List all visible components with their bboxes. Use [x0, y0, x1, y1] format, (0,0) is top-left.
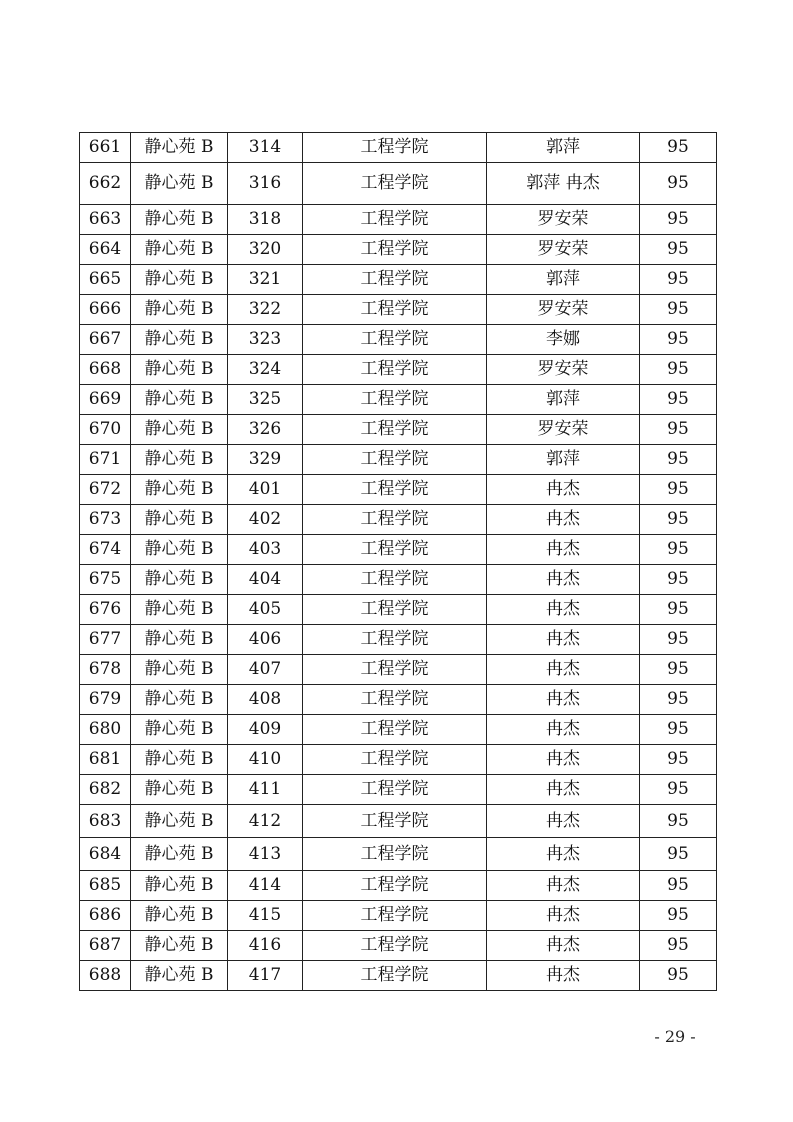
name-cell: 郭萍: [487, 265, 640, 295]
room-cell: 416: [228, 931, 303, 961]
table-row: [80, 685, 717, 715]
table-row: [80, 625, 717, 655]
name-cell: 冉杰: [487, 655, 640, 685]
name-cell: 罗安荣: [487, 235, 640, 265]
college-cell: 工程学院: [303, 901, 487, 931]
score-cell: 95: [640, 235, 717, 265]
room-cell: 405: [228, 595, 303, 625]
row-index-cell: 675: [80, 565, 131, 595]
score-cell: 95: [640, 133, 717, 163]
building-cell: 静心苑 B: [131, 355, 228, 385]
score-cell: 95: [640, 595, 717, 625]
room-cell: 314: [228, 133, 303, 163]
college-cell: 工程学院: [303, 871, 487, 901]
row-index-cell: 687: [80, 931, 131, 961]
table-row: [80, 901, 717, 931]
name-cell: 冉杰: [487, 961, 640, 991]
building-cell: 静心苑 B: [131, 625, 228, 655]
row-index-cell: 663: [80, 205, 131, 235]
college-cell: 工程学院: [303, 655, 487, 685]
table-row: [80, 871, 717, 901]
score-cell: 95: [640, 745, 717, 775]
row-index-cell: 662: [80, 163, 131, 205]
college-cell: 工程学院: [303, 235, 487, 265]
table-row: [80, 961, 717, 991]
score-cell: 95: [640, 295, 717, 325]
row-index-cell: 661: [80, 133, 131, 163]
dormitory-table: [79, 132, 717, 991]
college-cell: 工程学院: [303, 565, 487, 595]
row-index-cell: 668: [80, 355, 131, 385]
room-cell: 402: [228, 505, 303, 535]
table-row: [80, 385, 717, 415]
room-cell: 417: [228, 961, 303, 991]
table-row: [80, 475, 717, 505]
row-index-cell: 666: [80, 295, 131, 325]
table-row: [80, 505, 717, 535]
college-cell: 工程学院: [303, 355, 487, 385]
row-index-cell: 679: [80, 685, 131, 715]
building-cell: 静心苑 B: [131, 871, 228, 901]
college-cell: 工程学院: [303, 931, 487, 961]
room-cell: 413: [228, 838, 303, 871]
score-cell: 95: [640, 475, 717, 505]
room-cell: 316: [228, 163, 303, 205]
score-cell: 95: [640, 355, 717, 385]
room-cell: 410: [228, 745, 303, 775]
name-cell: 冉杰: [487, 625, 640, 655]
table-row: [80, 355, 717, 385]
row-index-cell: 683: [80, 805, 131, 838]
college-cell: 工程学院: [303, 133, 487, 163]
college-cell: 工程学院: [303, 745, 487, 775]
college-cell: 工程学院: [303, 685, 487, 715]
building-cell: 静心苑 B: [131, 505, 228, 535]
table-row: [80, 775, 717, 805]
building-cell: 静心苑 B: [131, 565, 228, 595]
table-row: [80, 715, 717, 745]
row-index-cell: 669: [80, 385, 131, 415]
room-cell: 408: [228, 685, 303, 715]
name-cell: 冉杰: [487, 475, 640, 505]
score-cell: 95: [640, 163, 717, 205]
table-row: [80, 445, 717, 475]
room-cell: 324: [228, 355, 303, 385]
score-cell: 95: [640, 535, 717, 565]
building-cell: 静心苑 B: [131, 535, 228, 565]
name-cell: 冉杰: [487, 838, 640, 871]
name-cell: 冉杰: [487, 901, 640, 931]
name-cell: 郭萍: [487, 445, 640, 475]
building-cell: 静心苑 B: [131, 655, 228, 685]
name-cell: 李娜: [487, 325, 640, 355]
name-cell: 冉杰: [487, 505, 640, 535]
name-cell: 郭萍 冉杰: [487, 163, 640, 205]
table-row: [80, 931, 717, 961]
building-cell: 静心苑 B: [131, 475, 228, 505]
building-cell: 静心苑 B: [131, 295, 228, 325]
name-cell: 冉杰: [487, 565, 640, 595]
score-cell: 95: [640, 265, 717, 295]
row-index-cell: 686: [80, 901, 131, 931]
building-cell: 静心苑 B: [131, 415, 228, 445]
score-cell: 95: [640, 871, 717, 901]
name-cell: 罗安荣: [487, 415, 640, 445]
room-cell: 415: [228, 901, 303, 931]
row-index-cell: 688: [80, 961, 131, 991]
room-cell: 320: [228, 235, 303, 265]
row-index-cell: 673: [80, 505, 131, 535]
name-cell: 郭萍: [487, 385, 640, 415]
score-cell: 95: [640, 205, 717, 235]
building-cell: 静心苑 B: [131, 775, 228, 805]
table-body: [80, 133, 717, 991]
college-cell: 工程学院: [303, 385, 487, 415]
row-index-cell: 680: [80, 715, 131, 745]
name-cell: 罗安荣: [487, 205, 640, 235]
name-cell: 罗安荣: [487, 355, 640, 385]
room-cell: 411: [228, 775, 303, 805]
room-cell: 414: [228, 871, 303, 901]
page-number: - 29 -: [654, 1027, 696, 1046]
room-cell: 409: [228, 715, 303, 745]
building-cell: 静心苑 B: [131, 445, 228, 475]
score-cell: 95: [640, 715, 717, 745]
room-cell: 407: [228, 655, 303, 685]
building-cell: 静心苑 B: [131, 133, 228, 163]
table-row: [80, 535, 717, 565]
row-index-cell: 664: [80, 235, 131, 265]
table-row: [80, 325, 717, 355]
table-row: [80, 235, 717, 265]
table-row: [80, 595, 717, 625]
college-cell: 工程学院: [303, 535, 487, 565]
name-cell: 郭萍: [487, 133, 640, 163]
row-index-cell: 670: [80, 415, 131, 445]
table-row: [80, 805, 717, 838]
room-cell: 406: [228, 625, 303, 655]
college-cell: 工程学院: [303, 445, 487, 475]
college-cell: 工程学院: [303, 505, 487, 535]
college-cell: 工程学院: [303, 415, 487, 445]
table-row: [80, 745, 717, 775]
college-cell: 工程学院: [303, 295, 487, 325]
room-cell: 321: [228, 265, 303, 295]
row-index-cell: 685: [80, 871, 131, 901]
name-cell: 冉杰: [487, 595, 640, 625]
building-cell: 静心苑 B: [131, 805, 228, 838]
building-cell: 静心苑 B: [131, 961, 228, 991]
room-cell: 326: [228, 415, 303, 445]
name-cell: 冉杰: [487, 685, 640, 715]
table-row: [80, 265, 717, 295]
table-row: [80, 415, 717, 445]
room-cell: 323: [228, 325, 303, 355]
building-cell: 静心苑 B: [131, 163, 228, 205]
name-cell: 冉杰: [487, 805, 640, 838]
building-cell: 静心苑 B: [131, 325, 228, 355]
score-cell: 95: [640, 931, 717, 961]
college-cell: 工程学院: [303, 475, 487, 505]
building-cell: 静心苑 B: [131, 265, 228, 295]
score-cell: 95: [640, 961, 717, 991]
building-cell: 静心苑 B: [131, 838, 228, 871]
score-cell: 95: [640, 625, 717, 655]
score-cell: 95: [640, 445, 717, 475]
score-cell: 95: [640, 775, 717, 805]
college-cell: 工程学院: [303, 163, 487, 205]
college-cell: 工程学院: [303, 205, 487, 235]
college-cell: 工程学院: [303, 265, 487, 295]
building-cell: 静心苑 B: [131, 385, 228, 415]
room-cell: 329: [228, 445, 303, 475]
table-row: [80, 655, 717, 685]
building-cell: 静心苑 B: [131, 931, 228, 961]
table-row: [80, 295, 717, 325]
college-cell: 工程学院: [303, 961, 487, 991]
row-index-cell: 681: [80, 745, 131, 775]
name-cell: 冉杰: [487, 775, 640, 805]
row-index-cell: 684: [80, 838, 131, 871]
row-index-cell: 676: [80, 595, 131, 625]
room-cell: 401: [228, 475, 303, 505]
table-row: [80, 163, 717, 205]
room-cell: 325: [228, 385, 303, 415]
score-cell: 95: [640, 685, 717, 715]
college-cell: 工程学院: [303, 625, 487, 655]
building-cell: 静心苑 B: [131, 685, 228, 715]
row-index-cell: 677: [80, 625, 131, 655]
score-cell: 95: [640, 655, 717, 685]
row-index-cell: 671: [80, 445, 131, 475]
room-cell: 322: [228, 295, 303, 325]
score-cell: 95: [640, 385, 717, 415]
college-cell: 工程学院: [303, 838, 487, 871]
room-cell: 318: [228, 205, 303, 235]
building-cell: 静心苑 B: [131, 205, 228, 235]
score-cell: 95: [640, 565, 717, 595]
room-cell: 404: [228, 565, 303, 595]
row-index-cell: 665: [80, 265, 131, 295]
row-index-cell: 672: [80, 475, 131, 505]
building-cell: 静心苑 B: [131, 745, 228, 775]
college-cell: 工程学院: [303, 805, 487, 838]
row-index-cell: 667: [80, 325, 131, 355]
score-cell: 95: [640, 415, 717, 445]
row-index-cell: 678: [80, 655, 131, 685]
college-cell: 工程学院: [303, 595, 487, 625]
table-row: [80, 205, 717, 235]
name-cell: 冉杰: [487, 871, 640, 901]
building-cell: 静心苑 B: [131, 235, 228, 265]
college-cell: 工程学院: [303, 325, 487, 355]
building-cell: 静心苑 B: [131, 715, 228, 745]
table-row: [80, 565, 717, 595]
name-cell: 冉杰: [487, 745, 640, 775]
score-cell: 95: [640, 901, 717, 931]
name-cell: 冉杰: [487, 715, 640, 745]
name-cell: 罗安荣: [487, 295, 640, 325]
score-cell: 95: [640, 505, 717, 535]
score-cell: 95: [640, 325, 717, 355]
building-cell: 静心苑 B: [131, 901, 228, 931]
name-cell: 冉杰: [487, 535, 640, 565]
table-row: [80, 133, 717, 163]
name-cell: 冉杰: [487, 931, 640, 961]
table-container: [79, 132, 716, 991]
row-index-cell: 682: [80, 775, 131, 805]
score-cell: 95: [640, 805, 717, 838]
room-cell: 403: [228, 535, 303, 565]
college-cell: 工程学院: [303, 715, 487, 745]
room-cell: 412: [228, 805, 303, 838]
score-cell: 95: [640, 838, 717, 871]
table-row: [80, 838, 717, 871]
college-cell: 工程学院: [303, 775, 487, 805]
row-index-cell: 674: [80, 535, 131, 565]
building-cell: 静心苑 B: [131, 595, 228, 625]
